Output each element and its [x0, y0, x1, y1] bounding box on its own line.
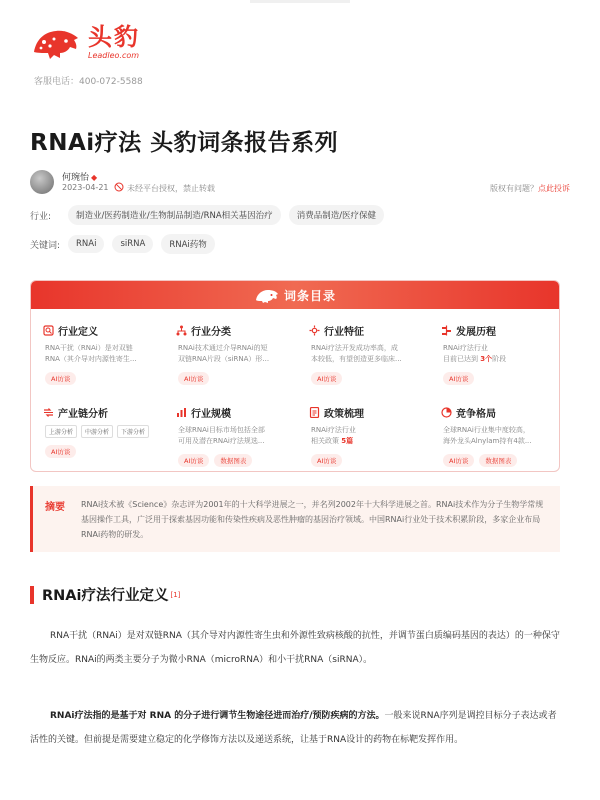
ai-interview-chip[interactable]: AI访谈 [443, 372, 474, 385]
definition-icon [43, 325, 54, 336]
history-icon [441, 325, 452, 336]
catalog-title: 词条目录 [283, 288, 336, 303]
catalog-item-history[interactable] [441, 323, 559, 385]
ai-interview-chip[interactable]: AI访谈 [443, 454, 474, 467]
service-hotline: 客服电话：400-072-5588 [34, 77, 143, 87]
catalog-item-desc: 目前已达到 [443, 355, 481, 363]
top-divider [250, 0, 350, 3]
ai-interview-chip[interactable]: AI访谈 [311, 372, 342, 385]
catalog-item-desc: 双链RNA片段（siRNA）形... [178, 355, 270, 363]
catalog-item-definition[interactable] [43, 323, 161, 385]
abstract-text: RNAi技术被《Science》杂志评为2001年的十大科学进展之一，并名列2002年十大科学进展之首。RNAi技术作为分子生物学常规基因操作工具，广泛用于探索基因功能和传染性疾病及恶性肿瘤的基因治疗领域。中国RNAi行业处于技术积累阶段，多家企业布局RNAi药物的研发。 [81, 500, 544, 539]
catalog-item-desc: 本较低，有望创造更多临床... [311, 355, 402, 363]
catalog-panel [30, 280, 560, 472]
policy-count: 5篇 [341, 437, 354, 445]
scale-icon [176, 407, 187, 418]
section-heading [30, 584, 180, 605]
data-chart-chip[interactable]: 数据图表 [479, 454, 517, 467]
ai-interview-chip[interactable]: AI访谈 [45, 372, 76, 385]
reference-link[interactable]: [1] [170, 590, 181, 599]
ai-interview-chip[interactable]: AI访谈 [45, 445, 76, 458]
chain-icon [43, 407, 54, 418]
leopard-logo-icon [30, 22, 82, 62]
industry-label: 行业: [30, 211, 52, 222]
author-name-wrap[interactable] [62, 170, 97, 183]
catalog-item-policy[interactable] [309, 405, 427, 467]
leopard-icon [254, 286, 280, 304]
page-title: RNAi疗法 头豹词条报告系列 [30, 130, 339, 156]
catalog-item-scale[interactable] [176, 405, 294, 467]
keyword-tag[interactable]: siRNA [112, 235, 153, 253]
catalog-item-desc: RNAi疗法行业 [443, 344, 488, 352]
catalog-item-features[interactable] [309, 323, 427, 385]
catalog-item-desc: 相关政策 [311, 437, 342, 445]
abstract-box [30, 486, 560, 552]
catalog-header [31, 281, 559, 309]
avatar[interactable] [30, 170, 54, 194]
catalog-item-desc: RNAi技术通过介导RNAi的短 [178, 344, 268, 352]
author-row [30, 170, 570, 200]
catalog-item-desc: 全球RNAi目标市场包括全部 [178, 426, 265, 434]
catalog-item-title: 发展历程 [456, 327, 496, 338]
body-paragraph: RNA干扰（RNAi）是对双链RNA（其介导对内源性寄生虫和外源性致病核酸的抗性，并调节蛋白质编码基因的表达）的一种保守生物反应。RNAi的两类主要分子为微小RNA（microRNA）和小干扰RNA（siRNA）。 [30, 631, 560, 665]
catalog-item-title: 竞争格局 [456, 409, 496, 420]
catalog-item-desc: 海外龙头Alnylam持有4款... [443, 437, 532, 445]
classification-icon [176, 325, 187, 336]
catalog-item-title: 行业规模 [191, 409, 231, 420]
ai-interview-chip[interactable]: AI访谈 [311, 454, 342, 467]
brand-url: Leadleo.com [88, 51, 140, 60]
keyword-tag[interactable]: RNAi [68, 235, 104, 253]
catalog-item-classification[interactable] [176, 323, 294, 385]
catalog-item-desc: RNA干扰（RNAi）是对双链 [45, 344, 133, 352]
stage-count: 3个 [480, 355, 493, 363]
paragraph-text: 一般来说RNA序列是调控目标分子表达或者活性的关键。但前提是需要建立稳定的化学修饰方法以及递送系统，让基于RNA设计的药物在标靶发挥作用。 [30, 711, 557, 745]
catalog-item-title: 行业特征 [324, 327, 364, 338]
keyword-row [30, 234, 223, 254]
competition-icon [441, 407, 452, 418]
industry-tag[interactable]: 消费品制造/医疗保健 [289, 205, 384, 225]
catalog-item-chain[interactable] [43, 405, 161, 458]
report-link[interactable]: 点此投诉 [538, 184, 570, 193]
brand-name: 头豹 [88, 23, 140, 51]
downstream-tag[interactable]: 下游分析 [117, 425, 149, 438]
abstract-label: 摘要 [45, 502, 65, 513]
ai-interview-chip[interactable]: AI访谈 [178, 454, 209, 467]
catalog-item-desc: RNAi疗法行业 [311, 426, 356, 434]
midstream-tag[interactable]: 中游分析 [81, 425, 113, 438]
catalog-item-title: 行业分类 [191, 327, 231, 338]
copyright-notice: 未经平台授权，禁止转载 [127, 184, 215, 193]
catalog-item-desc: 全球RNAi行业集中度较高， [443, 426, 530, 434]
report-text: 版权有问题？ [490, 184, 538, 193]
copyright-report [490, 183, 570, 194]
policy-icon [309, 407, 320, 418]
section-title: RNAi疗法行业定义 [42, 588, 169, 604]
catalog-item-desc: RNAi疗法开发成功率高，成 [311, 344, 398, 352]
bold-statement: RNAi疗法指的是基于对 RNA 的分子进行调节生物途径进而治疗/预防疾病的方法。 [50, 711, 385, 721]
upstream-tag[interactable]: 上游分析 [45, 425, 77, 438]
body-paragraph [30, 704, 562, 752]
keyword-label: 关键词: [30, 240, 61, 251]
flag-icon: ◆ [91, 173, 98, 182]
catalog-item-desc: 可用及潜在RNAi疗法规选... [178, 437, 265, 445]
section-accent-bar [30, 586, 34, 604]
catalog-item-title: 政策梳理 [324, 409, 364, 420]
catalog-item-title: 行业定义 [58, 327, 98, 338]
author-name[interactable]: 何琬怡 [62, 173, 90, 183]
publish-date: 2023-04-21 [62, 183, 109, 192]
catalog-item-desc: 阶段 [492, 355, 507, 363]
industry-tag[interactable]: 制造业/医药制造业/生物制品制造/RNA相关基因治疗 [68, 205, 281, 225]
keyword-tag[interactable]: RNAi药物 [161, 234, 214, 254]
catalog-item-competition[interactable] [441, 405, 559, 467]
ai-interview-chip[interactable]: AI访谈 [178, 372, 209, 385]
industry-row [30, 205, 392, 225]
catalog-item-desc: RNA（其介导对内源性寄生... [45, 355, 137, 363]
data-chart-chip[interactable]: 数据图表 [214, 454, 252, 467]
brand-logo[interactable] [30, 22, 140, 62]
feature-icon [309, 325, 320, 336]
forbidden-icon [114, 182, 124, 192]
catalog-item-title: 产业链分析 [58, 409, 108, 420]
